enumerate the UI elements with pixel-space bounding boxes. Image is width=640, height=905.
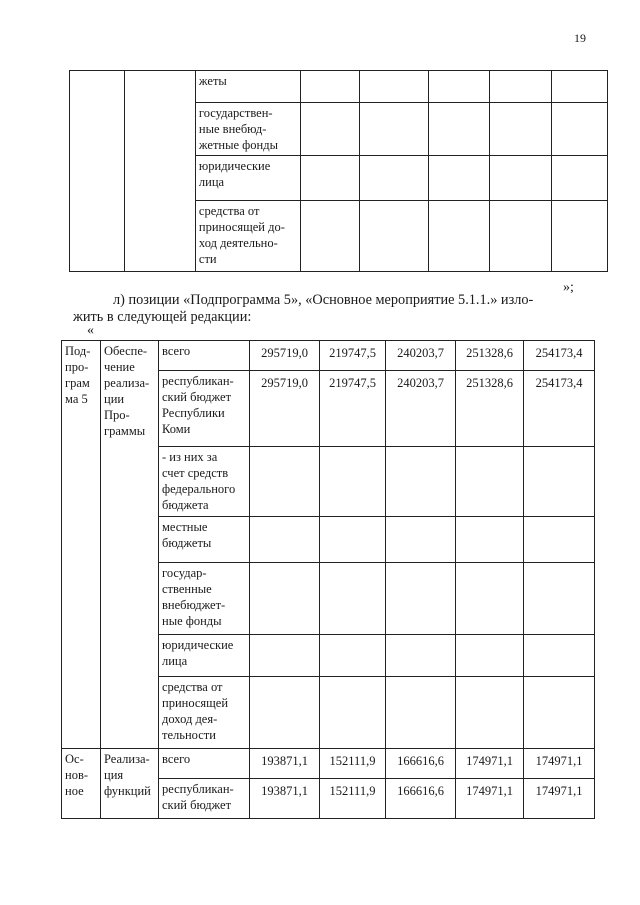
amount-cell	[250, 563, 320, 635]
amount-cell	[386, 517, 456, 563]
amount-cell: 254173,4	[524, 341, 595, 371]
amount-cell	[456, 677, 524, 749]
table-row	[62, 749, 595, 779]
amount-cell: 166616,6	[386, 749, 456, 779]
funding-source-label: средства от приносящей доход дея- тельности	[159, 677, 250, 749]
paragraph-line: л) позиции «Подпрограмма 5», «Основное мероприятие 5.1.1.» изло-	[113, 292, 534, 308]
amount-cell: 219747,5	[320, 341, 386, 371]
funding-source-label: республикан- ский бюджет	[159, 779, 250, 819]
empty-cell	[125, 71, 196, 272]
amount-cell: 174971,1	[524, 749, 595, 779]
amount-cell	[386, 563, 456, 635]
continued-funding-table	[69, 70, 608, 272]
amount-cell	[456, 447, 524, 517]
amount-cell	[524, 563, 595, 635]
amount-cell	[524, 447, 595, 517]
funding-source-label: местные бюджеты	[159, 517, 250, 563]
amount-cell	[524, 517, 595, 563]
amount-cell	[386, 447, 456, 517]
amount-cell	[320, 447, 386, 517]
amount-cell	[320, 517, 386, 563]
funding-source-label: юридические лица	[195, 156, 300, 201]
amount-cell	[386, 635, 456, 677]
level-cell: Под- про- грам ма 5	[62, 341, 101, 749]
subprogram-funding-table	[61, 340, 595, 819]
funding-source-label: всего	[159, 341, 250, 371]
funding-source-label: жеты	[195, 71, 300, 103]
amount-cell	[456, 635, 524, 677]
funding-source-label: государствен- ные внебюд- жетные фонды	[195, 103, 300, 156]
amount-cell: 152111,9	[320, 779, 386, 819]
amount-cell: 174971,1	[456, 779, 524, 819]
funding-source-label: всего	[159, 749, 250, 779]
opening-quote: «	[87, 323, 94, 338]
amount-cell	[320, 677, 386, 749]
amendment-paragraph	[73, 292, 588, 326]
name-cell: Реализа- ция функций	[101, 749, 159, 819]
amount-cell: 240203,7	[386, 341, 456, 371]
amount-cell: 251328,6	[456, 371, 524, 447]
table-row	[70, 71, 608, 103]
amount-cell: 254173,4	[524, 371, 595, 447]
amount-cell: 152111,9	[320, 749, 386, 779]
level-cell: Ос- нов- ное	[62, 749, 101, 819]
amount-cell: 295719,0	[250, 371, 320, 447]
amount-cell	[320, 563, 386, 635]
amount-cell: 174971,1	[524, 779, 595, 819]
amount-cell	[250, 447, 320, 517]
amount-cell: 219747,5	[320, 371, 386, 447]
amount-cell	[320, 635, 386, 677]
table-row	[62, 341, 595, 371]
amount-cell	[250, 517, 320, 563]
empty-cell	[70, 71, 125, 272]
paragraph-line: жить в следующей редакции:	[73, 309, 252, 325]
amount-cell	[250, 677, 320, 749]
page-number: 19	[574, 31, 586, 45]
amount-cell: 193871,1	[250, 749, 320, 779]
amount-cell	[524, 677, 595, 749]
funding-source-label: средства от приносящей до- ход деятельно- сти	[195, 201, 300, 272]
name-cell: Обеспе- чение реализа- ции Про- граммы	[101, 341, 159, 749]
funding-source-label: республикан- ский бюджет Республики Коми	[159, 371, 250, 447]
amount-cell: 251328,6	[456, 341, 524, 371]
amount-cell	[524, 635, 595, 677]
funding-source-label: юридические лица	[159, 635, 250, 677]
amount-cell	[250, 635, 320, 677]
amount-cell	[456, 563, 524, 635]
amount-cell: 193871,1	[250, 779, 320, 819]
amount-cell: 240203,7	[386, 371, 456, 447]
amount-cell: 166616,6	[386, 779, 456, 819]
funding-source-label: - из них за счет средств федерального бюджета	[159, 447, 250, 517]
amount-cell	[386, 677, 456, 749]
amount-cell	[456, 517, 524, 563]
closing-quote: »;	[563, 280, 574, 295]
amount-cell: 174971,1	[456, 749, 524, 779]
amount-cell: 295719,0	[250, 341, 320, 371]
funding-source-label: государ- ственные внебюджет- ные фонды	[159, 563, 250, 635]
